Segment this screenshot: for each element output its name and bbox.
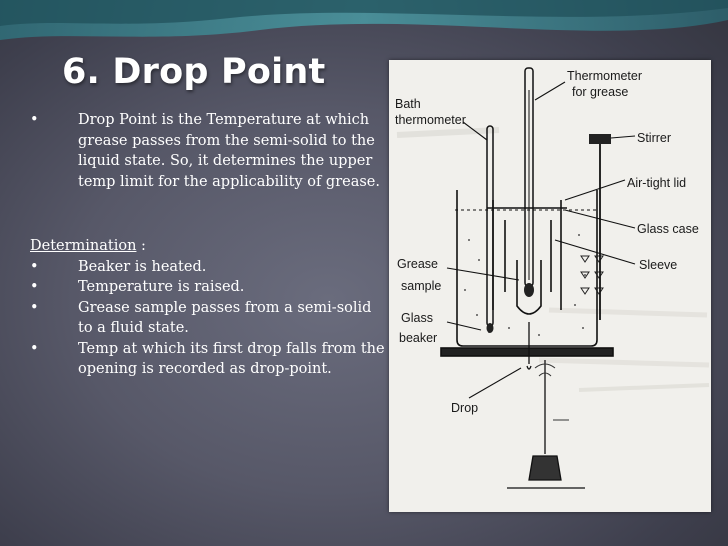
label-stirrer: Stirrer — [637, 131, 672, 145]
apparatus-diagram — [389, 60, 711, 512]
list-item-text: Temperature is raised. — [78, 279, 245, 295]
drop-point-apparatus-figure — [389, 60, 711, 512]
intro-text: Drop Point is the Temperature at which grease passes from the semi-solid to the liquid state. So, it determines the upper temp limit for the applicability of grease. — [78, 112, 380, 190]
label-drop: Drop — [451, 401, 479, 415]
slide-title: 6. Drop Point — [62, 52, 326, 92]
determination-heading — [30, 236, 386, 257]
list-item — [30, 339, 386, 380]
intro-item — [30, 110, 386, 192]
label-grease-sample-2: sample — [401, 279, 442, 293]
list-item-text: Beaker is heated. — [78, 258, 207, 275]
slide-text — [30, 110, 386, 380]
label-grease-sample: Grease — [397, 257, 438, 271]
label-glass-beaker-2: beaker — [399, 331, 438, 345]
label-bath-thermometer-2: thermometer — [395, 113, 466, 127]
bullet: • — [30, 279, 39, 295]
list-item — [30, 298, 386, 339]
determination-label: Determination — [30, 238, 137, 254]
list-item — [30, 277, 386, 298]
determination-colon: : — [136, 238, 146, 254]
bullet: • — [30, 299, 39, 316]
label-sleeve: Sleeve — [639, 258, 678, 272]
list-item-text: Temp at which its first drop falls from the opening is recorded as drop-point. — [78, 340, 385, 377]
list-item-text: Grease sample passes from a semi-solid to a fluid state. — [78, 299, 372, 336]
bullet: • — [30, 340, 39, 357]
label-bath-thermometer: Bath — [395, 97, 421, 111]
bullet: • — [30, 258, 39, 275]
label-glass-case: Glass case — [637, 222, 699, 236]
label-glass-beaker: Glass — [401, 311, 433, 325]
label-air-tight-lid: Air-tight lid — [627, 176, 687, 190]
label-thermometer-for-grease: Thermometer — [567, 69, 643, 83]
label-thermometer-for-grease-2: for grease — [572, 85, 629, 99]
bullet: • — [30, 112, 39, 128]
list-item — [30, 257, 386, 278]
